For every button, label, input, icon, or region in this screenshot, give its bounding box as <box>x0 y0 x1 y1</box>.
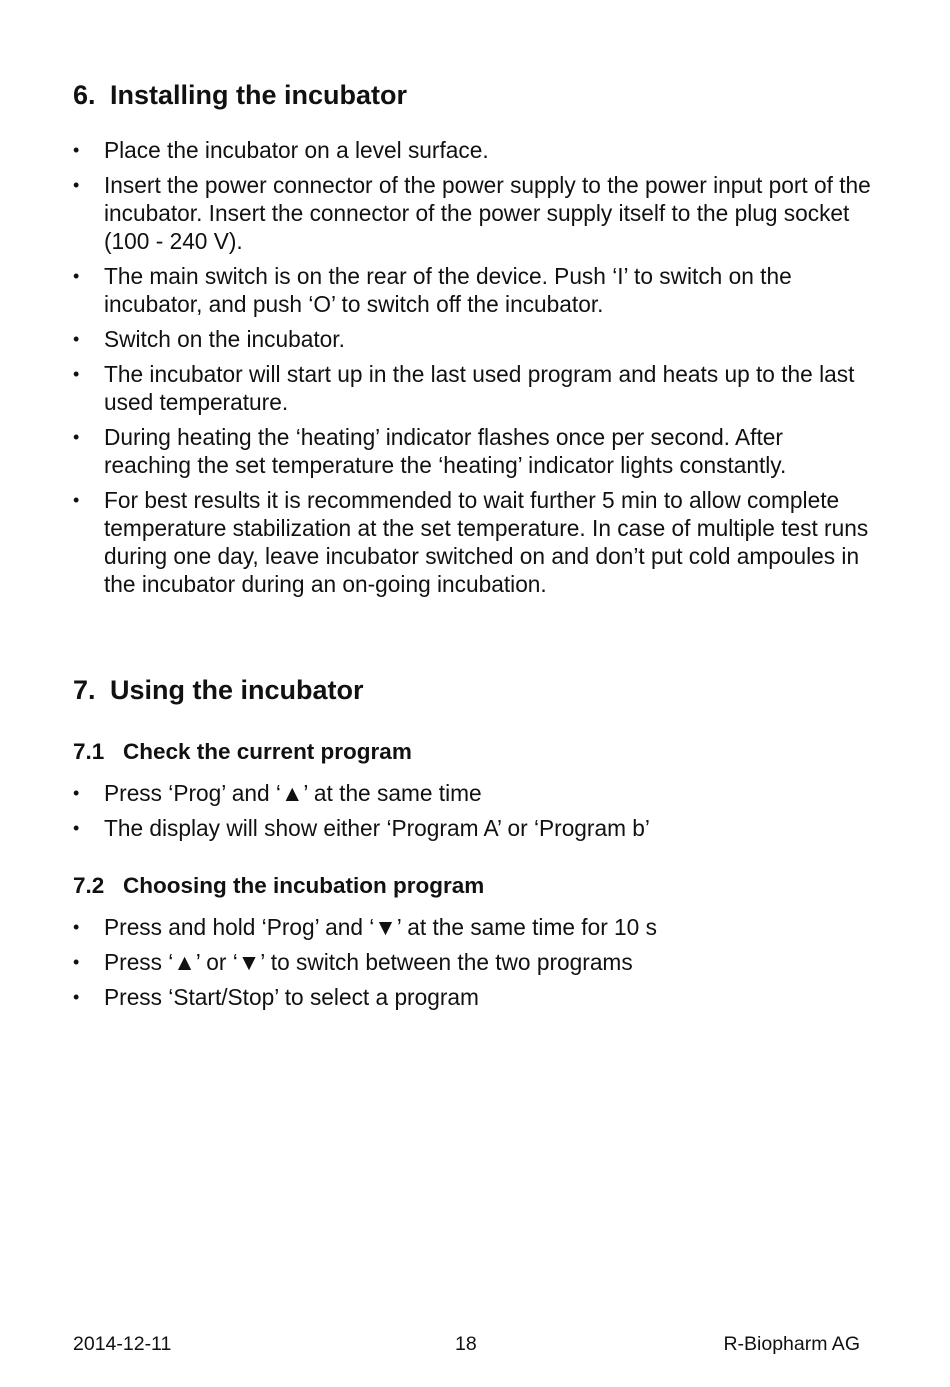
subsection-7-1-heading <box>73 739 412 765</box>
list-item: • During heating the ‘heating’ indicator flashes once per second. After reaching the set temperature the ‘heating’ indicator lights constantly. <box>73 424 787 478</box>
bullet-icon: • <box>73 987 80 1007</box>
list-item: • Switch on the incubator. <box>73 326 345 352</box>
bullet-icon: • <box>73 266 80 286</box>
section-6-number: 6. <box>73 80 96 110</box>
bullet-icon: • <box>73 175 80 195</box>
list-item: • The main switch is on the rear of the device. Push ‘I’ to switch on the incubator, and push ‘O’ to switch off the incubator. <box>73 263 792 317</box>
subsection-7-2-list <box>73 913 873 1018</box>
section-6-list <box>73 136 873 605</box>
list-item: • The incubator will start up in the last used program and heats up to the last used temperature. <box>73 361 855 415</box>
list-item: • For best results it is recommended to wait further 5 min to allow complete temperature stabilization at the set temperature. In case of multiple test runs during one day, leave incubator switched on and don’t put cold ampoules in the incubator during an on-going incubation. <box>73 487 869 597</box>
subsection-7-2-heading <box>73 873 484 899</box>
list-item: • Insert the power connector of the power supply to the power input port of the incubator. Insert the connector of the power supply itself to the plug socket (100 - 240 V). <box>73 172 871 254</box>
section-7-title: Using the incubator <box>110 675 364 705</box>
list-item: • Press ‘Prog’ and ‘▲’ at the same time <box>73 780 482 806</box>
bullet-icon: • <box>73 952 80 972</box>
bullet-icon: • <box>73 427 80 447</box>
footer-company: R-Biopharm AG <box>723 1333 860 1355</box>
subsection-7-2-title: Choosing the incubation program <box>123 873 485 898</box>
bullet-icon: • <box>73 329 80 349</box>
bullet-icon: • <box>73 783 80 803</box>
subsection-7-1-number: 7.1 <box>73 739 105 764</box>
bullet-icon: • <box>73 917 80 937</box>
subsection-7-1-title: Check the current program <box>123 739 412 764</box>
list-item: • Press and hold ‘Prog’ and ‘▼’ at the same time for 10 s <box>73 914 657 940</box>
bullet-icon: • <box>73 364 80 384</box>
footer-page-number: 18 <box>455 1333 477 1355</box>
subsection-7-2-number: 7.2 <box>73 873 105 898</box>
list-item: • Place the incubator on a level surface. <box>73 137 489 163</box>
section-7-heading <box>73 675 364 706</box>
bullet-icon: • <box>73 818 80 838</box>
footer-date: 2014-12-11 <box>73 1333 172 1355</box>
list-item: • Press ‘▲’ or ‘▼’ to switch between the two programs <box>73 949 633 975</box>
subsection-7-1-list <box>73 779 873 849</box>
section-7-number: 7. <box>73 675 96 705</box>
section-6-heading <box>73 80 407 111</box>
section-6-title: Installing the incubator <box>110 80 408 110</box>
list-item: • The display will show either ‘Program A’ or ‘Program b’ <box>73 815 650 841</box>
list-item: • Press ‘Start/Stop’ to select a program <box>73 984 479 1010</box>
bullet-icon: • <box>73 490 80 510</box>
bullet-icon: • <box>73 140 80 160</box>
